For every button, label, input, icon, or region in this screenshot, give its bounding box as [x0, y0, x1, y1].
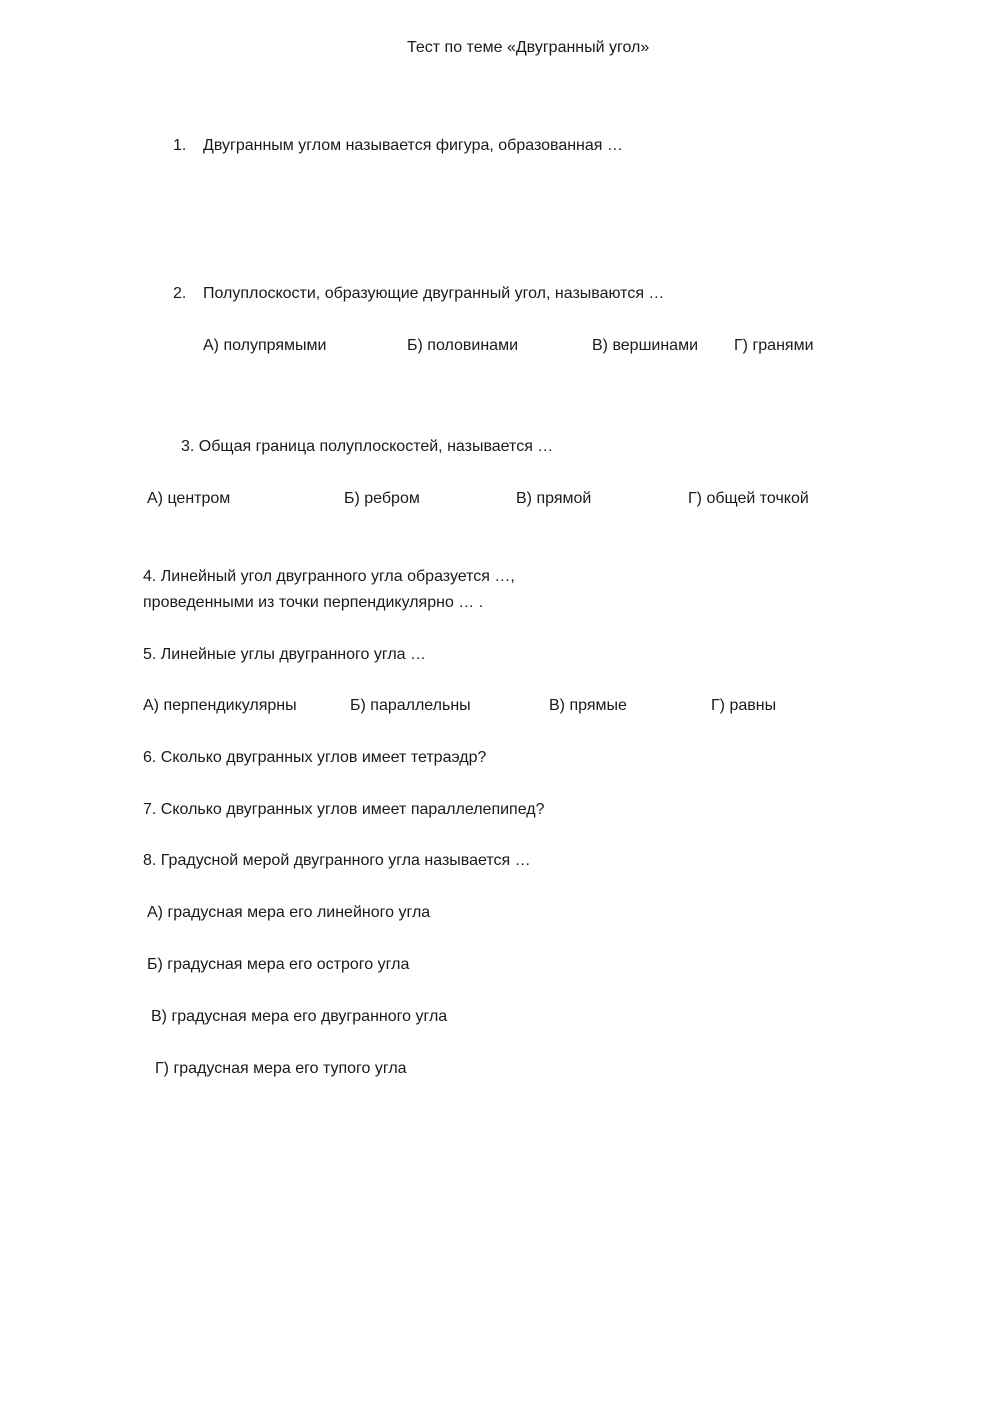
question-3-text: 3. Общая граница полуплоскостей, называется … — [181, 438, 554, 455]
question-8-option-d[interactable]: Г) градусная мера его тупого угла — [155, 1060, 407, 1077]
question-5-option-b[interactable]: Б) параллельны — [350, 697, 471, 714]
question-8-option-a[interactable]: А) градусная мера его линейного угла — [147, 904, 431, 921]
question-4-text-line-2: проведенными из точки перпендикулярно … . — [143, 594, 484, 611]
page-title: Тест по теме «Двугранный угол» — [407, 39, 650, 56]
question-8-option-c[interactable]: В) градусная мера его двугранного угла — [151, 1008, 448, 1025]
question-6-text: 6. Сколько двугранных углов имеет тетраэдр? — [143, 749, 487, 766]
question-5-option-d[interactable]: Г) равны — [711, 697, 777, 714]
question-8-text: 8. Градусной мерой двугранного угла называется … — [143, 852, 531, 869]
question-4-text-line-1: 4. Линейный угол двугранного угла образуется …, — [143, 568, 515, 585]
question-2-option-d[interactable]: Г) гранями — [734, 337, 814, 354]
question-2-number: 2. — [173, 285, 187, 302]
question-3-option-d[interactable]: Г) общей точкой — [688, 490, 809, 507]
question-7-text: 7. Сколько двугранных углов имеет параллелепипед? — [143, 801, 545, 818]
question-1-text: Двугранным углом называется фигура, образованная … — [203, 137, 623, 154]
question-2-option-b[interactable]: Б) половинами — [407, 337, 519, 354]
question-5-option-c[interactable]: В) прямые — [549, 697, 627, 714]
question-5-option-a[interactable]: А) перпендикулярны — [143, 697, 297, 714]
question-3-option-a[interactable]: А) центром — [147, 490, 231, 507]
question-8-option-b[interactable]: Б) градусная мера его острого угла — [147, 956, 410, 973]
question-3-option-c[interactable]: В) прямой — [516, 490, 592, 507]
question-1-number: 1. — [173, 137, 187, 154]
question-3-option-b[interactable]: Б) ребром — [344, 490, 420, 507]
question-2-option-a[interactable]: А) полупрямыми — [203, 337, 327, 354]
question-2-text: Полуплоскости, образующие двугранный угол, называются … — [203, 285, 665, 302]
question-5-text: 5. Линейные углы двугранного угла … — [143, 646, 427, 663]
question-2-option-c[interactable]: В) вершинами — [592, 337, 699, 354]
